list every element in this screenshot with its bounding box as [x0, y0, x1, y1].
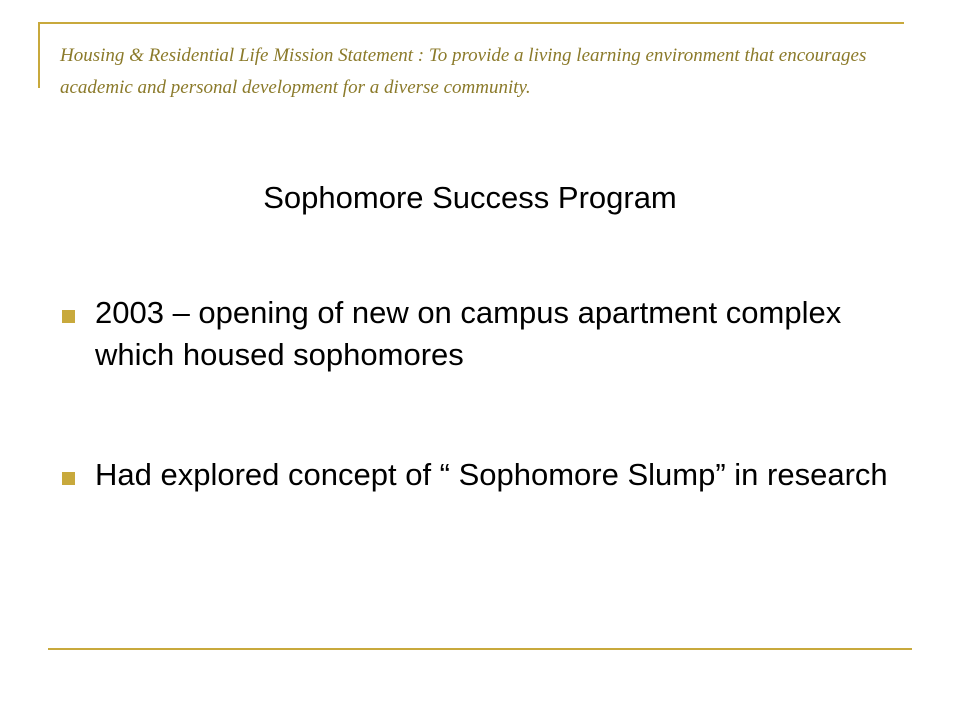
left-divider-line	[38, 22, 40, 88]
square-bullet-icon	[62, 472, 75, 485]
bottom-divider-line	[48, 648, 912, 650]
slide-title: Sophomore Success Program	[263, 180, 677, 215]
bullet-text: 2003 – opening of new on campus apartment complex which housed sophomores	[95, 295, 842, 372]
top-divider-line	[38, 22, 904, 24]
bullet-text: Had explored concept of “ Sophomore Slump” in research	[95, 457, 888, 492]
square-bullet-icon	[62, 310, 75, 323]
mission-statement-header: Housing & Residential Life Mission Statement : To provide a living learning environment that encourages academic and personal development for a diverse community.	[60, 45, 867, 98]
